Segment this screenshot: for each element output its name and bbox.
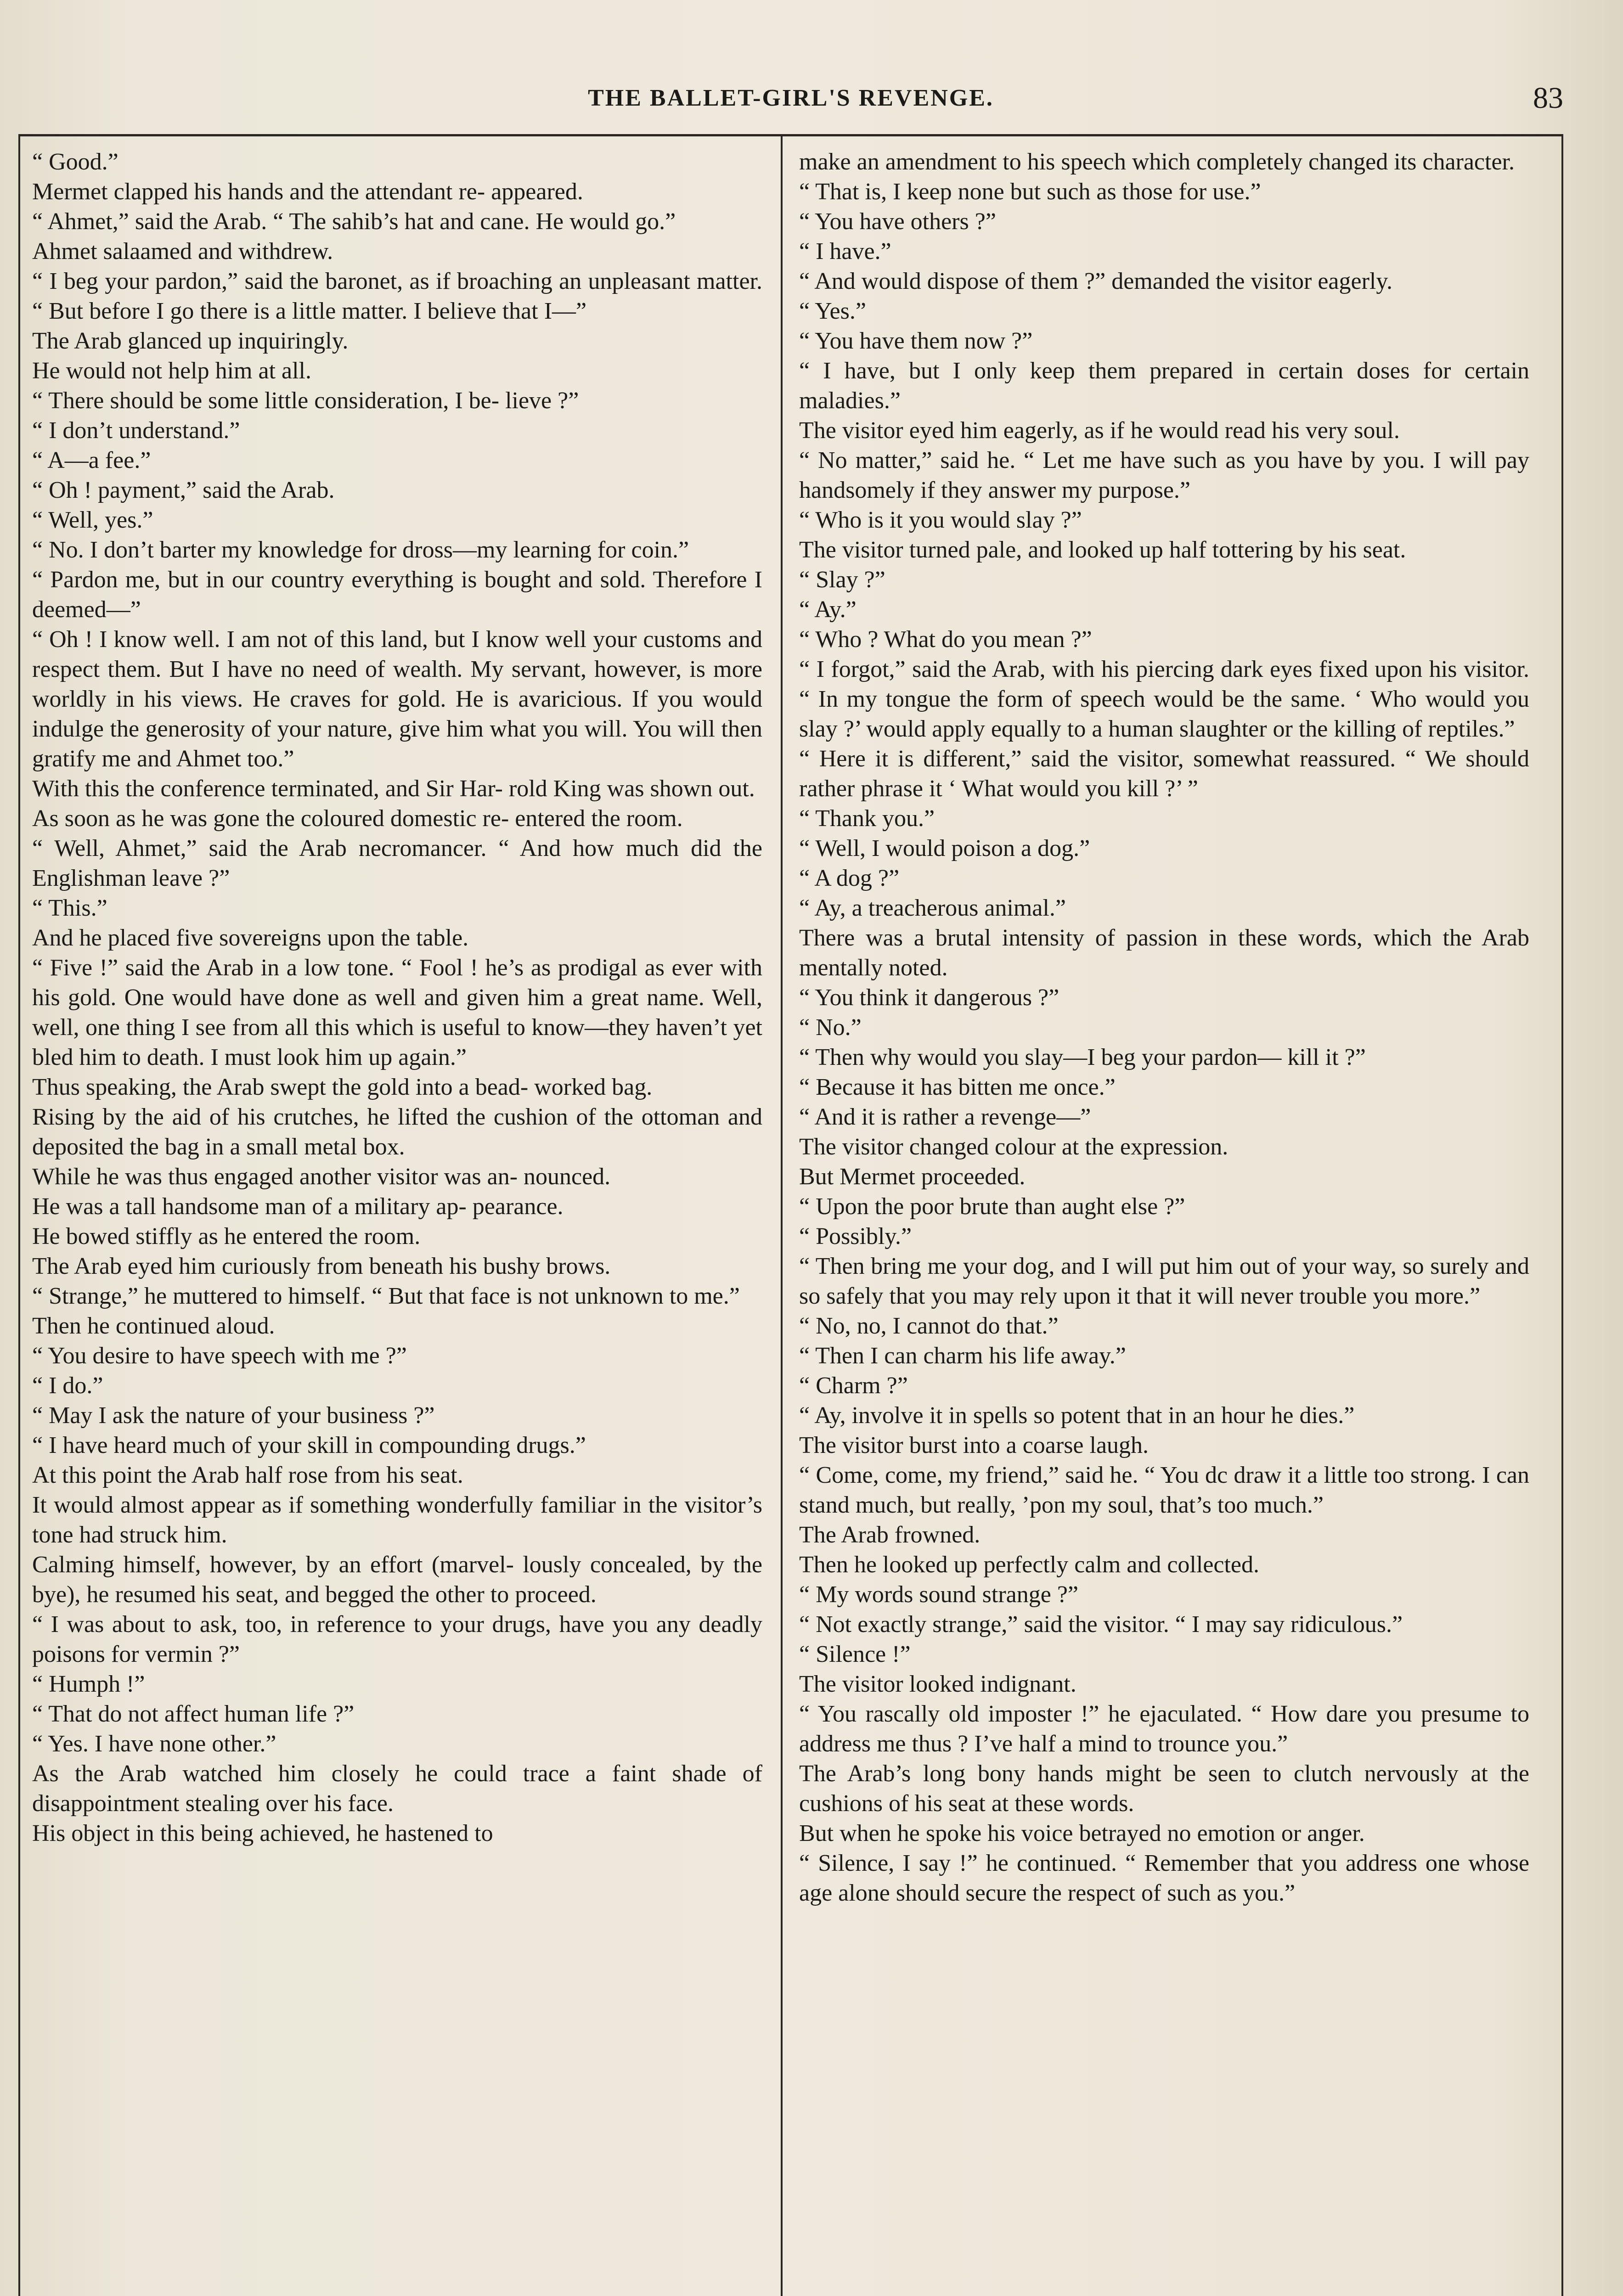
paragraph: “ Oh ! I know well. I am not of this land, but I know well your customs and respect them. But I have no need of wealth. My servant, however, is more worldly in his views. He craves for gold. He is avaricious. If you would indulge the generosity of your nature, give him what you will. You will then gratify me and Ahmet too.” bbox=[32, 626, 762, 772]
paragraph: “ Slay ?” bbox=[799, 567, 885, 593]
paragraph: “ I don’t understand.” bbox=[32, 417, 240, 444]
paragraph: “ Who ? What do you mean ?” bbox=[799, 626, 1092, 653]
paragraph: “ Because it has bitten me once.” bbox=[799, 1074, 1116, 1100]
paragraph: “ This.” bbox=[32, 895, 107, 921]
paragraph: “ Charm ?” bbox=[799, 1373, 908, 1399]
paragraph: The visitor eyed him eagerly, as if he would read his very soul. bbox=[799, 417, 1400, 444]
paragraph: “ Come, come, my friend,” said he. “ You dc draw it a little too strong. I can stand much, but really, ’pon my soul, that’s too much.” bbox=[799, 1462, 1529, 1518]
paragraph: “ There should be some little consideration, I be- lieve ?” bbox=[32, 388, 579, 414]
paragraph: “ Well, Ahmet,” said the Arab necromancer. “ And how much did the Englishman leave ?” bbox=[32, 835, 762, 891]
paragraph: The Arab eyed him curiously from beneath his bushy brows. bbox=[32, 1253, 611, 1279]
paragraph: “ And would dispose of them ?” demanded the visitor eagerly. bbox=[799, 268, 1392, 294]
paragraph: “ Then I can charm his life away.” bbox=[799, 1343, 1126, 1369]
right-frame-rule bbox=[1561, 134, 1563, 2296]
paragraph: “ Ahmet,” said the Arab. “ The sahib’s hat and cane. He would go.” bbox=[32, 208, 676, 235]
paragraph: But when he spoke his voice betrayed no emotion or anger. bbox=[799, 1820, 1365, 1846]
paragraph: “ Good.” bbox=[32, 149, 118, 175]
paragraph: Mermet clapped his hands and the attendant re- appeared. bbox=[32, 179, 583, 205]
paragraph: “ That is, I keep none but such as those for use.” bbox=[799, 179, 1261, 205]
paragraph: Calming himself, however, by an effort (marvel- lously concealed, by the bye), he resumed his seat, and begged the other to proceed. bbox=[32, 1552, 762, 1608]
paragraph: Then he looked up perfectly calm and collected. bbox=[799, 1552, 1260, 1578]
paragraph: “ No, no, I cannot do that.” bbox=[799, 1313, 1059, 1339]
paragraph: He was a tall handsome man of a military ap- pearance. bbox=[32, 1193, 564, 1220]
paragraph: “ No. I don’t barter my knowledge for dross—my learning for coin.” bbox=[32, 537, 689, 563]
paragraph: “ Pardon me, but in our country everything is bought and sold. Therefore I deemed—” bbox=[32, 567, 762, 623]
paragraph: “ You desire to have speech with me ?” bbox=[32, 1343, 407, 1369]
paragraph: “ Silence !” bbox=[799, 1641, 911, 1667]
paragraph: “ I have heard much of your skill in compounding drugs.” bbox=[32, 1432, 586, 1458]
paragraph: As the Arab watched him closely he could trace a faint shade of disappointment stealing over his face. bbox=[32, 1761, 762, 1817]
paragraph: “ Possibly.” bbox=[799, 1223, 912, 1249]
paragraph: Then he continued aloud. bbox=[32, 1313, 275, 1339]
paragraph: There was a brutal intensity of passion in these words, which the Arab mentally noted. bbox=[799, 925, 1529, 981]
left-column bbox=[32, 147, 762, 2296]
paragraph: The Arab frowned. bbox=[799, 1522, 981, 1548]
paragraph: “ Oh ! payment,” said the Arab. bbox=[32, 477, 335, 503]
paragraph: “ You rascally old imposter !” he ejaculated. “ How dare you presume to address me thus ? I’ve half a mind to trounce you.” bbox=[799, 1701, 1529, 1757]
paragraph: It would almost appear as if something wonderfully familiar in the visitor’s tone had struck him. bbox=[32, 1492, 762, 1548]
paragraph: “ Yes.” bbox=[799, 298, 866, 324]
paragraph: “ Yes. I have none other.” bbox=[32, 1731, 276, 1757]
paragraph: make an amendment to his speech which completely changed its character. bbox=[799, 149, 1515, 175]
left-frame-rule bbox=[18, 134, 20, 2296]
top-rule bbox=[18, 134, 1563, 136]
paragraph: At this point the Arab half rose from his seat. bbox=[32, 1462, 463, 1488]
right-column bbox=[799, 147, 1529, 2296]
paragraph: “ Humph !” bbox=[32, 1671, 145, 1697]
running-title: THE BALLET-GIRL'S REVENGE. bbox=[588, 85, 994, 111]
paragraph: “ I do.” bbox=[32, 1373, 103, 1399]
paragraph: “ Five !” said the Arab in a low tone. “ Fool ! he’s as prodigal as ever with his gold. One would have done as well and given him a great name. Well, well, one thing I see from all this which is useful to know—they haven’t yet bled him to death. I must look him up again.” bbox=[32, 955, 762, 1070]
paragraph: “ You have them now ?” bbox=[799, 328, 1033, 354]
paragraph: “ I was about to ask, too, in reference to your drugs, have you any deadly poisons for vermin ?” bbox=[32, 1611, 762, 1667]
paragraph: As soon as he was gone the coloured domestic re- entered the room. bbox=[32, 805, 683, 832]
paragraph: “ No.” bbox=[799, 1014, 862, 1041]
paragraph: “ Not exactly strange,” said the visitor. “ I may say ridiculous.” bbox=[799, 1611, 1403, 1638]
paragraph: Rising by the aid of his crutches, he lifted the cushion of the ottoman and deposited the bag in a small metal box. bbox=[32, 1104, 762, 1160]
paragraph: “ Strange,” he muttered to himself. “ But that face is not unknown to me.” bbox=[32, 1283, 740, 1309]
paragraph: “ Ay.” bbox=[799, 597, 857, 623]
paragraph: “ I beg your pardon,” said the baronet, as if broaching an unpleasant matter. “ But before I go there is a little matter. I believe that I—” bbox=[32, 268, 762, 324]
paragraph: And he placed five sovereigns upon the table. bbox=[32, 925, 469, 951]
paragraph: “ No matter,” said he. “ Let me have such as you have by you. I will pay handsomely if they answer my purpose.” bbox=[799, 447, 1529, 503]
paragraph: The Arab’s long bony hands might be seen to clutch nervously at the cushions of his seat at these words. bbox=[799, 1761, 1529, 1817]
paragraph: But Mermet proceeded. bbox=[799, 1164, 1026, 1190]
paragraph: “ Then bring me your dog, and I will put him out of your way, so surely and so safely that you may rely upon it that it will never trouble you more.” bbox=[799, 1253, 1529, 1309]
paragraph: He would not help him at all. bbox=[32, 358, 312, 384]
paragraph: “ May I ask the nature of your business ?” bbox=[32, 1402, 435, 1429]
paragraph: “ Ay, a treacherous animal.” bbox=[799, 895, 1066, 921]
paragraph: While he was thus engaged another visitor was an- nounced. bbox=[32, 1164, 611, 1190]
paragraph: “ My words sound strange ?” bbox=[799, 1581, 1078, 1608]
paragraph: “ That do not affect human life ?” bbox=[32, 1701, 355, 1727]
paragraph: His object in this being achieved, he hastened to bbox=[32, 1820, 493, 1846]
paragraph: “ A dog ?” bbox=[799, 865, 900, 891]
paragraph: “ You think it dangerous ?” bbox=[799, 985, 1059, 1011]
paragraph: “ Silence, I say !” he continued. “ Remember that you address one whose age alone should secure the respect of such as you.” bbox=[799, 1850, 1529, 1906]
paragraph: “ Here it is different,” said the visitor, somewhat reassured. “ We should rather phrase it ‘ What would you kill ?’ ” bbox=[799, 746, 1529, 802]
paragraph: “ I forgot,” said the Arab, with his piercing dark eyes fixed upon his visitor. “ In my tongue the form of speech would be the same. ‘ Who would you slay ?’ would apply equally to a human slaughter or the killing of reptiles.” bbox=[799, 656, 1529, 742]
paragraph: The visitor changed colour at the expression. bbox=[799, 1134, 1229, 1160]
paragraph: “ Thank you.” bbox=[799, 805, 935, 832]
paragraph: “ I have.” bbox=[799, 238, 891, 264]
paragraph: He bowed stiffly as he entered the room. bbox=[32, 1223, 421, 1249]
paragraph: Thus speaking, the Arab swept the gold into a bead- worked bag. bbox=[32, 1074, 653, 1100]
paragraph: The visitor turned pale, and looked up half tottering by his seat. bbox=[799, 537, 1406, 563]
page-header bbox=[18, 78, 1563, 129]
paragraph: “ A—a fee.” bbox=[32, 447, 151, 473]
paragraph: Ahmet salaamed and withdrew. bbox=[32, 238, 333, 264]
paragraph: “ Who is it you would slay ?” bbox=[799, 507, 1082, 533]
paragraph: With this the conference terminated, and Sir Har- rold King was shown out. bbox=[32, 776, 755, 802]
paragraph: “ I have, but I only keep them prepared in certain doses for certain maladies.” bbox=[799, 358, 1529, 414]
paragraph: “ You have others ?” bbox=[799, 208, 996, 235]
paragraph: “ Well, I would poison a dog.” bbox=[799, 835, 1090, 861]
paragraph: “ And it is rather a revenge—” bbox=[799, 1104, 1091, 1130]
page-number: 83 bbox=[1533, 81, 1563, 115]
column-divider bbox=[781, 134, 783, 2296]
paragraph: The Arab glanced up inquiringly. bbox=[32, 328, 349, 354]
paragraph: The visitor burst into a coarse laugh. bbox=[799, 1432, 1149, 1458]
paragraph: “ Upon the poor brute than aught else ?” bbox=[799, 1193, 1185, 1220]
paragraph: The visitor looked indignant. bbox=[799, 1671, 1076, 1697]
paragraph: “ Ay, involve it in spells so potent that in an hour he dies.” bbox=[799, 1402, 1355, 1429]
paragraph: “ Then why would you slay—I beg your pardon— kill it ?” bbox=[799, 1044, 1366, 1070]
paragraph: “ Well, yes.” bbox=[32, 507, 153, 533]
